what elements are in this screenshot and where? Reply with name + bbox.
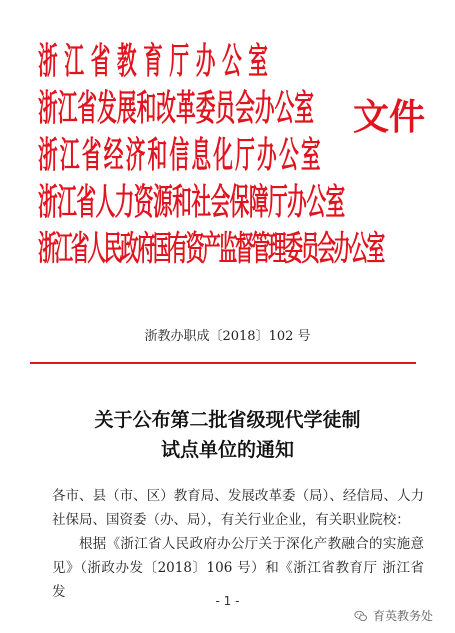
document-body (52, 484, 424, 604)
document-word: 文件 (353, 96, 426, 138)
title-line: 关于公布第二批省级现代学徒制 (94, 409, 361, 431)
body-line: 各市、县（市、区）教育局、发展改革委（局）、经信局、人力 (52, 488, 424, 504)
issuer-line: 浙江省经济和信息化厅办公室 (38, 134, 323, 176)
issuer-list (38, 38, 455, 273)
masthead (38, 38, 455, 273)
body-line: 根据《浙江省人民政府办公厅关于深化产教融合的实施意 (79, 536, 424, 552)
document-title (0, 405, 455, 465)
body-line: 社保局、国资委（办、局），有关行业企业，有关职业院校： (52, 512, 410, 528)
title-line: 试点单位的通知 (160, 439, 294, 461)
watermark (350, 605, 437, 626)
red-divider (30, 362, 416, 364)
issuer-line: 浙江省人力资源和社会保障厅办公室 (38, 181, 345, 223)
wechat-icon (354, 609, 368, 623)
watermark-text: 育英教务处 (372, 609, 433, 623)
body-line: 见》（浙政办发〔2018〕106 号）和《浙江省教育厅 浙江省发 (52, 560, 424, 600)
issuer-line: 浙江省教育厅办公室 (38, 40, 275, 82)
page-number: - 1 - (215, 594, 240, 608)
document-number: 浙教办职成〔2018〕102 号 (144, 329, 311, 344)
issuer-line: 浙江省人民政府国有资产监督管理委员会办公室 (38, 229, 383, 269)
issuer-line: 浙江省发展和改革委员会办公室 (38, 87, 315, 129)
